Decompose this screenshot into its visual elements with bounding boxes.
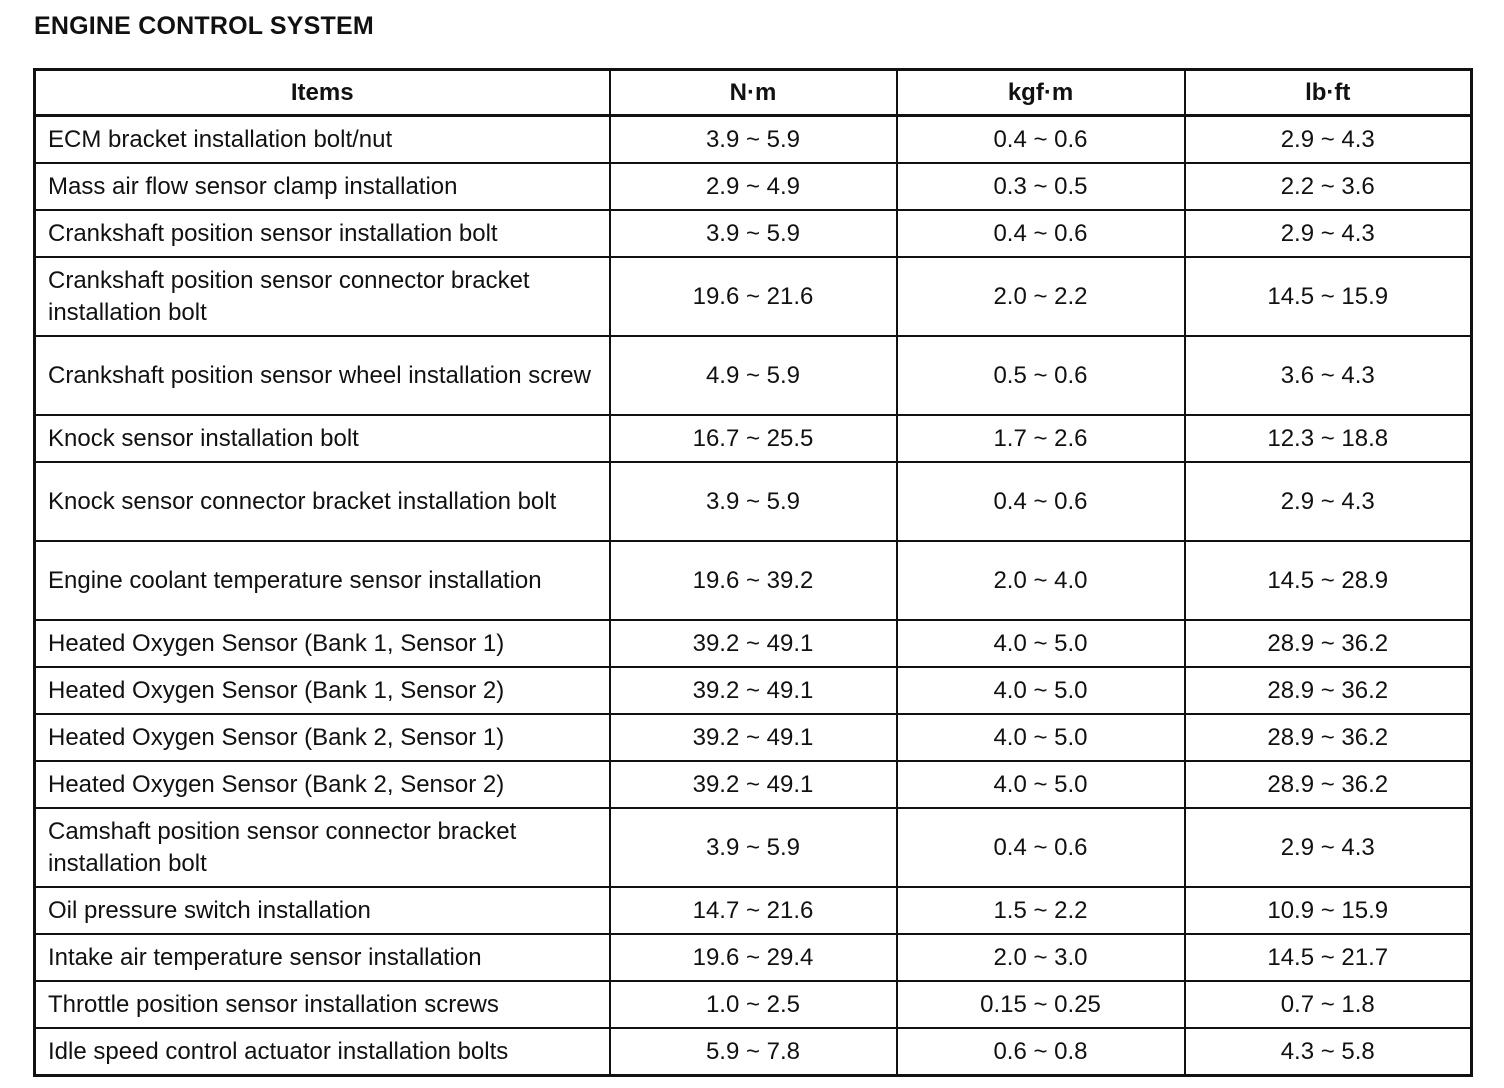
lbft-cell: 0.7 ~ 1.8 bbox=[1185, 981, 1472, 1028]
nm-cell: 3.9 ~ 5.9 bbox=[610, 210, 897, 257]
page-title: ENGINE CONTROL SYSTEM bbox=[34, 12, 374, 40]
item-cell: Crankshaft position sensor wheel installation screw bbox=[35, 336, 610, 415]
kgfm-cell: 0.3 ~ 0.5 bbox=[897, 163, 1185, 210]
nm-cell: 19.6 ~ 39.2 bbox=[610, 541, 897, 620]
nm-cell: 39.2 ~ 49.1 bbox=[610, 667, 897, 714]
kgfm-cell: 4.0 ~ 5.0 bbox=[897, 714, 1185, 761]
nm-cell: 4.9 ~ 5.9 bbox=[610, 336, 897, 415]
kgfm-cell: 2.0 ~ 4.0 bbox=[897, 541, 1185, 620]
lbft-cell: 14.5 ~ 28.9 bbox=[1185, 541, 1472, 620]
kgfm-cell: 0.5 ~ 0.6 bbox=[897, 336, 1185, 415]
nm-cell: 14.7 ~ 21.6 bbox=[610, 887, 897, 934]
header-kgfm: kgf·m bbox=[897, 70, 1185, 116]
nm-cell: 16.7 ~ 25.5 bbox=[610, 415, 897, 462]
header-nm: N·m bbox=[610, 70, 897, 116]
kgfm-cell: 0.4 ~ 0.6 bbox=[897, 116, 1185, 164]
kgfm-cell: 1.7 ~ 2.6 bbox=[897, 415, 1185, 462]
lbft-cell: 2.2 ~ 3.6 bbox=[1185, 163, 1472, 210]
item-cell: ECM bracket installation bolt/nut bbox=[35, 116, 610, 164]
nm-cell: 39.2 ~ 49.1 bbox=[610, 714, 897, 761]
table-row bbox=[35, 541, 1472, 620]
table-row bbox=[35, 808, 1472, 887]
item-cell: Camshaft position sensor connector bracket installation bolt bbox=[35, 808, 610, 887]
kgfm-cell: 0.4 ~ 0.6 bbox=[897, 808, 1185, 887]
table-row bbox=[35, 336, 1472, 415]
table-row bbox=[35, 761, 1472, 808]
item-cell: Heated Oxygen Sensor (Bank 2, Sensor 2) bbox=[35, 761, 610, 808]
lbft-cell: 4.3 ~ 5.8 bbox=[1185, 1028, 1472, 1076]
kgfm-cell: 4.0 ~ 5.0 bbox=[897, 667, 1185, 714]
nm-cell: 3.9 ~ 5.9 bbox=[610, 808, 897, 887]
item-cell: Heated Oxygen Sensor (Bank 1, Sensor 1) bbox=[35, 620, 610, 667]
nm-cell: 19.6 ~ 29.4 bbox=[610, 934, 897, 981]
table-row bbox=[35, 887, 1472, 934]
item-cell: Engine coolant temperature sensor installation bbox=[35, 541, 610, 620]
kgfm-cell: 2.0 ~ 2.2 bbox=[897, 257, 1185, 336]
table-row bbox=[35, 1028, 1472, 1076]
kgfm-cell: 0.4 ~ 0.6 bbox=[897, 210, 1185, 257]
table-row bbox=[35, 981, 1472, 1028]
nm-cell: 3.9 ~ 5.9 bbox=[610, 116, 897, 164]
item-cell: Intake air temperature sensor installation bbox=[35, 934, 610, 981]
kgfm-cell: 0.6 ~ 0.8 bbox=[897, 1028, 1185, 1076]
table-row bbox=[35, 667, 1472, 714]
lbft-cell: 3.6 ~ 4.3 bbox=[1185, 336, 1472, 415]
kgfm-cell: 4.0 ~ 5.0 bbox=[897, 620, 1185, 667]
item-cell: Knock sensor installation bolt bbox=[35, 415, 610, 462]
item-cell: Crankshaft position sensor installation bolt bbox=[35, 210, 610, 257]
kgfm-cell: 0.4 ~ 0.6 bbox=[897, 462, 1185, 541]
table-row bbox=[35, 462, 1472, 541]
lbft-cell: 28.9 ~ 36.2 bbox=[1185, 761, 1472, 808]
kgfm-cell: 0.15 ~ 0.25 bbox=[897, 981, 1185, 1028]
item-cell: Knock sensor connector bracket installation bolt bbox=[35, 462, 610, 541]
table-row bbox=[35, 163, 1472, 210]
table-row bbox=[35, 934, 1472, 981]
kgfm-cell: 4.0 ~ 5.0 bbox=[897, 761, 1185, 808]
kgfm-cell: 2.0 ~ 3.0 bbox=[897, 934, 1185, 981]
item-cell: Crankshaft position sensor connector bracket installation bolt bbox=[35, 257, 610, 336]
lbft-cell: 12.3 ~ 18.8 bbox=[1185, 415, 1472, 462]
item-cell: Oil pressure switch installation bbox=[35, 887, 610, 934]
lbft-cell: 14.5 ~ 21.7 bbox=[1185, 934, 1472, 981]
nm-cell: 39.2 ~ 49.1 bbox=[610, 620, 897, 667]
lbft-cell: 2.9 ~ 4.3 bbox=[1185, 116, 1472, 164]
table-row bbox=[35, 620, 1472, 667]
table-row bbox=[35, 415, 1472, 462]
item-cell: Idle speed control actuator installation bolts bbox=[35, 1028, 610, 1076]
lbft-cell: 28.9 ~ 36.2 bbox=[1185, 620, 1472, 667]
kgfm-cell: 1.5 ~ 2.2 bbox=[897, 887, 1185, 934]
nm-cell: 19.6 ~ 21.6 bbox=[610, 257, 897, 336]
torque-spec-table bbox=[33, 68, 1473, 1077]
table-row bbox=[35, 714, 1472, 761]
table-row bbox=[35, 116, 1472, 164]
table-row bbox=[35, 257, 1472, 336]
item-cell: Heated Oxygen Sensor (Bank 2, Sensor 1) bbox=[35, 714, 610, 761]
nm-cell: 3.9 ~ 5.9 bbox=[610, 462, 897, 541]
nm-cell: 2.9 ~ 4.9 bbox=[610, 163, 897, 210]
lbft-cell: 2.9 ~ 4.3 bbox=[1185, 808, 1472, 887]
header-items: Items bbox=[35, 70, 610, 116]
item-cell: Heated Oxygen Sensor (Bank 1, Sensor 2) bbox=[35, 667, 610, 714]
lbft-cell: 28.9 ~ 36.2 bbox=[1185, 714, 1472, 761]
header-lbft: lb·ft bbox=[1185, 70, 1472, 116]
table-row bbox=[35, 210, 1472, 257]
lbft-cell: 2.9 ~ 4.3 bbox=[1185, 210, 1472, 257]
nm-cell: 39.2 ~ 49.1 bbox=[610, 761, 897, 808]
lbft-cell: 10.9 ~ 15.9 bbox=[1185, 887, 1472, 934]
nm-cell: 5.9 ~ 7.8 bbox=[610, 1028, 897, 1076]
item-cell: Throttle position sensor installation screws bbox=[35, 981, 610, 1028]
item-cell: Mass air flow sensor clamp installation bbox=[35, 163, 610, 210]
lbft-cell: 28.9 ~ 36.2 bbox=[1185, 667, 1472, 714]
lbft-cell: 2.9 ~ 4.3 bbox=[1185, 462, 1472, 541]
nm-cell: 1.0 ~ 2.5 bbox=[610, 981, 897, 1028]
table-header-row bbox=[35, 70, 1472, 116]
lbft-cell: 14.5 ~ 15.9 bbox=[1185, 257, 1472, 336]
